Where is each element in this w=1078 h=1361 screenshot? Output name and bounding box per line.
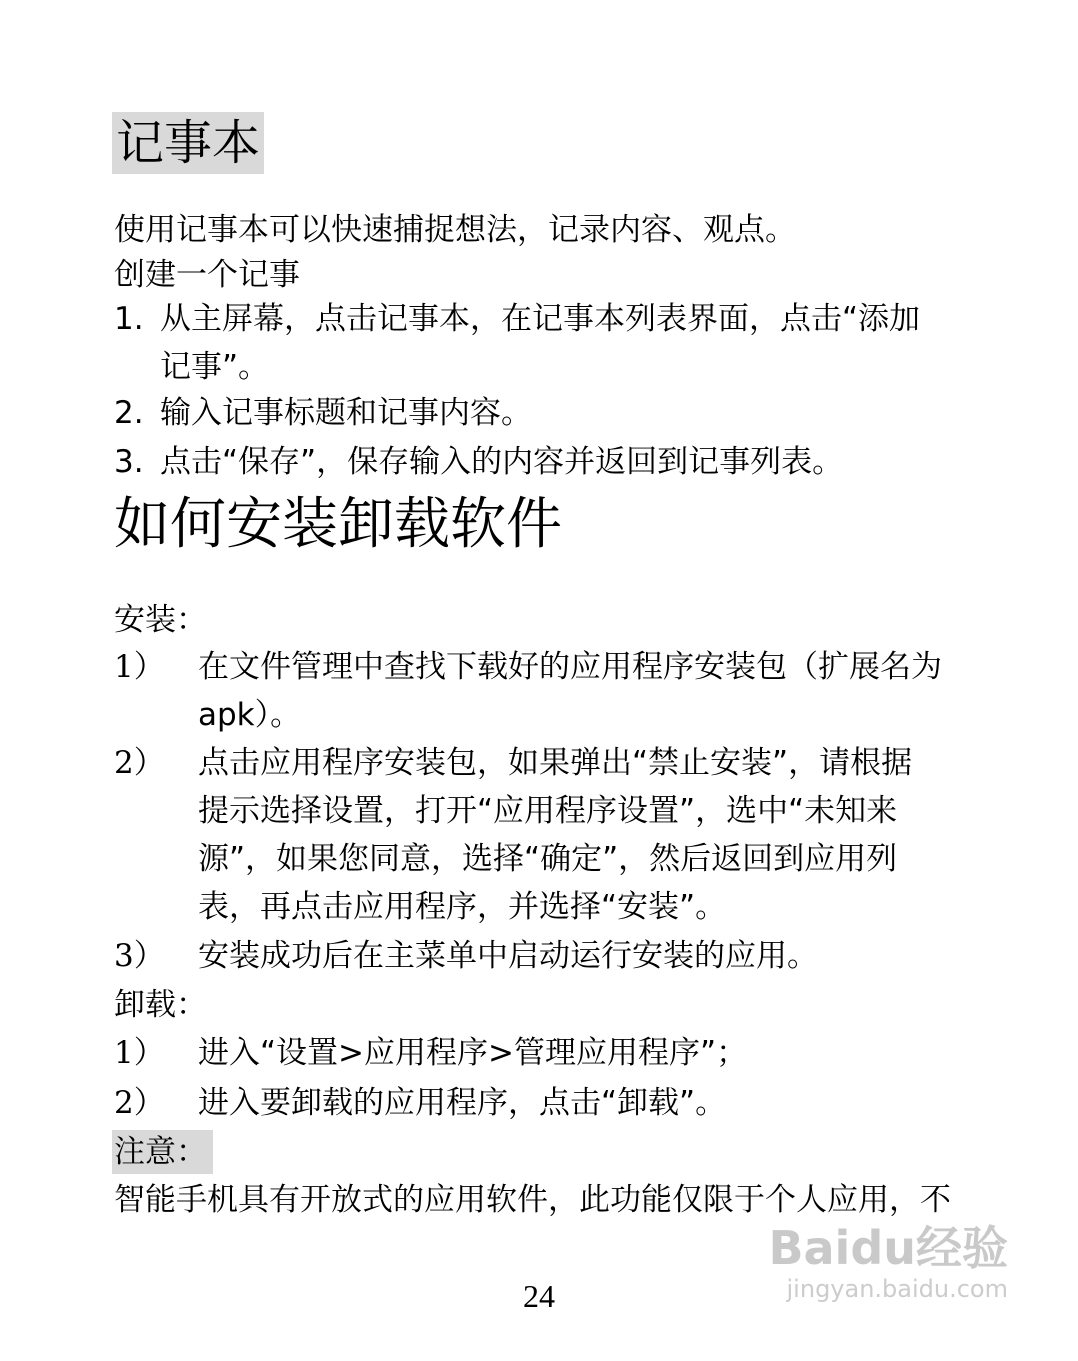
baidu-watermark-url: jingyan.baidu.com: [786, 1275, 1008, 1303]
step-2-number: 2.: [114, 395, 144, 431]
install-step-1-text-cont: apk）。: [198, 697, 302, 733]
install-step-2-text-cont: 表，再点击应用程序，并选择“安装”。: [198, 889, 727, 925]
step-3-number: 3.: [114, 444, 144, 480]
install-heading: 安装：: [114, 602, 207, 638]
step-2-text: 输入记事标题和记事内容。: [160, 395, 532, 431]
step-1-text: 从主屏幕，点击记事本，在记事本列表界面，点击“添加: [160, 301, 921, 337]
install-step-2-number: 2）: [114, 745, 165, 781]
step-1-number: 1.: [114, 301, 144, 337]
install-step-2-text-cont: 源”，如果您同意，选择“确定”，然后返回到应用列: [198, 841, 898, 877]
uninstall-step-2-number: 2）: [114, 1085, 165, 1121]
install-step-1-text: 在文件管理中查找下载好的应用程序安装包（扩展名为: [198, 649, 942, 685]
step-1-text-cont: 记事”。: [160, 349, 270, 385]
install-step-2-text: 点击应用程序安装包，如果弹出“禁止安装”，请根据: [198, 745, 913, 781]
notepad-intro: 使用记事本可以快速捕捉想法，记录内容、观点。: [114, 212, 796, 248]
install-step-3-text: 安装成功后在主菜单中启动运行安装的应用。: [198, 938, 818, 974]
page-number: 24: [523, 1278, 555, 1314]
uninstall-heading: 卸载：: [114, 987, 207, 1023]
install-step-3-number: 3）: [114, 938, 165, 974]
uninstall-step-1-text: 进入“设置>应用程序>管理应用程序”；: [198, 1035, 748, 1071]
baidu-logo-text: Baidu经验: [768, 1221, 1008, 1275]
uninstall-step-1-number: 1）: [114, 1035, 165, 1071]
create-note-heading: 创建一个记事: [114, 257, 300, 293]
software-title: 如何安装卸载软件: [114, 492, 562, 557]
notepad-title: 记事本: [112, 112, 264, 174]
note-text: 智能手机具有开放式的应用软件，此功能仅限于个人应用，不: [114, 1182, 951, 1218]
note-heading: 注意：: [112, 1130, 213, 1174]
install-step-1-number: 1）: [114, 649, 165, 685]
uninstall-step-2-text: 进入要卸载的应用程序，点击“卸载”。: [198, 1085, 727, 1121]
install-step-2-text-cont: 提示选择设置，打开“应用程序设置”，选中“未知来: [198, 793, 898, 829]
step-3-text: 点击“保存”，保存输入的内容并返回到记事列表。: [160, 444, 844, 480]
